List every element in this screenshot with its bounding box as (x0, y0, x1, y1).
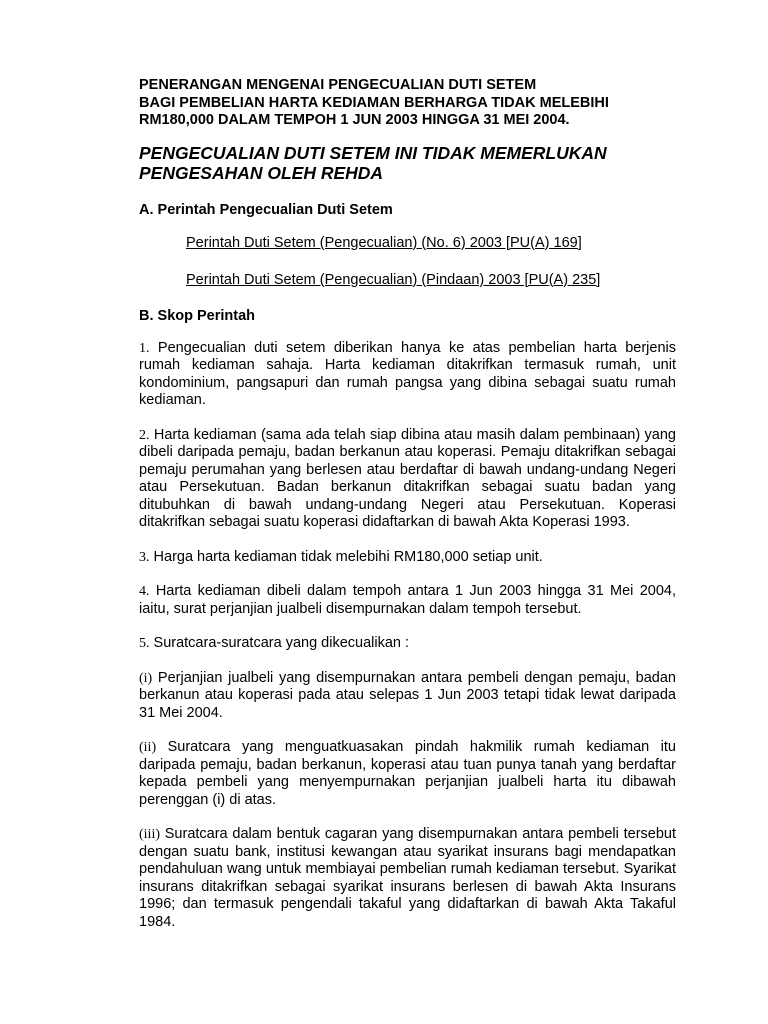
paragraph-text: Suratcara-suratcara yang dikecualikan : (149, 635, 410, 651)
paragraph-text: Suratcara yang menguatkuasakan pindah hakmilik rumah kediaman itu daripada pemaju, badan berkanun, koperasi atau tuan punya tanah yang berdaftar kepada pembeli yang menyempurnakan perjanjian jualbeli harta itu dibawah perenggan (i) di atas. (139, 739, 676, 808)
paragraph-number: 5. (139, 636, 150, 651)
paragraph-number: 1. (139, 340, 150, 356)
paragraph-text: Perjanjian jualbeli yang disempurnakan antara pembeli dengan pemaju, badan berkanun atau koperasi pada atau selepas 1 Jun 2003 tetapi tidak lewat daripada 31 Mei 2004. (139, 669, 676, 721)
paragraph-5-iii (139, 826, 676, 931)
subtitle-line: PENGESAHAN OLEH REHDA (139, 162, 384, 183)
paragraph-5 (139, 635, 676, 653)
paragraph-3 (139, 549, 676, 567)
paragraph-5-i (139, 670, 676, 723)
document-subtitle (139, 143, 676, 183)
paragraph-number: (iii) (139, 827, 160, 842)
title-line: PENERANGAN MENGENAI PENGECUALIAN DUTI SETEM (139, 77, 537, 93)
paragraph-text: Harta kediaman dibeli dalam tempoh antara 1 Jun 2003 hingga 31 Mei 2004, iaitu, surat perjanjian jualbeli disempurnakan dalam tempoh tersebut. (139, 583, 676, 617)
section-a-heading: A. Perintah Pengecualian Duti Setem (139, 201, 393, 218)
paragraph-1 (139, 340, 676, 410)
paragraph-text: Harga harta kediaman tidak melebihi RM180,000 setiap unit. (149, 548, 543, 565)
section-b-heading: B. Skop Perintah (139, 307, 256, 324)
title-line: RM180,000 DALAM TEMPOH 1 JUN 2003 HINGGA 31 MEI 2004. (139, 112, 570, 128)
order-link-pindaan[interactable]: Perintah Duti Setem (Pengecualian) (Pindaan) 2003 [PU(A) 235] (186, 271, 601, 288)
paragraph-5-ii (139, 739, 676, 809)
subtitle-line: PENGECUALIAN DUTI SETEM INI TIDAK MEMERLUKAN (139, 142, 607, 163)
paragraph-text: Suratcara dalam bentuk cagaran yang disempurnakan antara pembeli tersebut dengan suatu bank, institusi kewangan atau syarikat insurans bagi mendapatkan pendahuluan wang untuk membiayai pembelian rumah kediaman tersebut. Syarikat insurans ditakrifkan sebagai syarikat insurans berlesen di bawah Akta Insurans 1996; dan termasuk pengendali takaful yang didaftarkan di bawah Akta Takaful 1984. (139, 826, 676, 930)
paragraph-text: Pengecualian duti setem diberikan hanya ke atas pembelian harta berjenis rumah kediaman sahaja. Harta kediaman ditakrifkan termasuk rumah, unit kondominium, pangsapuri dan rumah pangsa yang dibina sebagai suatu rumah kediaman. (139, 339, 676, 408)
paragraph-text: Harta kediaman (sama ada telah siap dibina atau masih dalam pembinaan) yang dibeli daripada pemaju, badan berkanun atau koperasi. Pemaju ditakrifkan sebagai pemaju perumahan yang berlesen atau berdaftar di bawah undang-undang Negeri atau Persekutuan. Badan berkanun ditakrifkan sebagai suatu badan yang ditubuhkan di bawah undang-undang Negeri atau Persekutuan. Koperasi ditakrifkan sebagai suatu koperasi didaftarkan di bawah Akta Koperasi 1993. (139, 426, 676, 530)
paragraph-number: (ii) (139, 740, 157, 755)
paragraph-2 (139, 427, 676, 532)
order-link-no6[interactable]: Perintah Duti Setem (Pengecualian) (No. 6) 2003 [PU(A) 169] (186, 234, 582, 251)
paragraph-number: 3. (139, 549, 150, 565)
document-page (139, 77, 676, 931)
title-line: BAGI PEMBELIAN HARTA KEDIAMAN BERHARGA TIDAK MELEBIHI (139, 94, 609, 111)
paragraph-4 (139, 583, 676, 618)
paragraph-number: 2. (139, 427, 150, 443)
paragraph-number: 4. (139, 584, 150, 599)
paragraph-number: (i) (139, 670, 153, 686)
document-title (139, 77, 676, 130)
